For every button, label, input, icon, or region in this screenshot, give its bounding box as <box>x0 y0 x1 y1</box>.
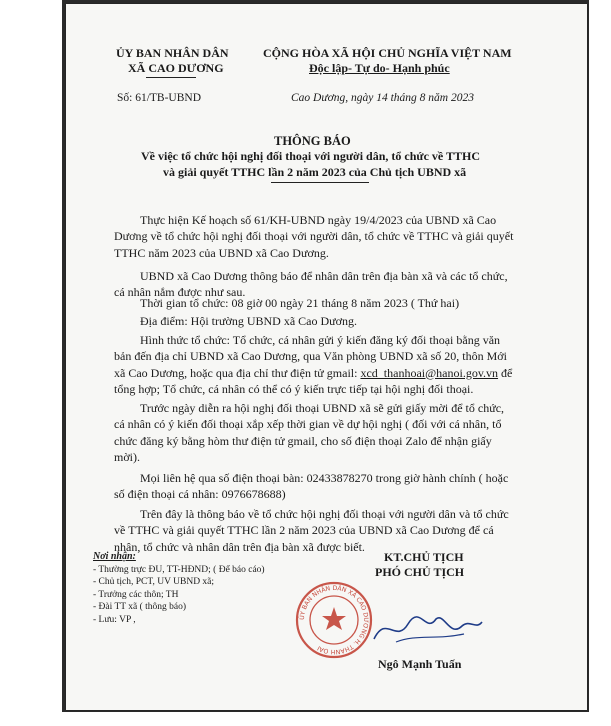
org-underline <box>146 77 196 78</box>
text-fragment: xã Cao Dương, hoặc qua địa chỉ thư điện tử gmail: <box>114 365 361 380</box>
official-seal-icon <box>294 580 374 660</box>
email-link[interactable]: xcd_thanhoai@hanoi.gov.vn <box>360 365 499 380</box>
text-line: chức đăng ký bằng hòm thư điện tử gmail, cho số điện thoại Zalo để nhận giấy <box>114 433 492 448</box>
signer-name: Ngô Mạnh Tuấn <box>378 657 462 671</box>
text-line: TTHC năm 2023 của UBND xã Cao Dương. <box>114 245 329 260</box>
text-line: bản đến địa chỉ UBND xã Cao Dương, qua Văn phòng UBND xã số 20, thôn Mới <box>114 349 507 364</box>
text-line: UBND xã Cao Dương thông báo để nhân dân trên địa bàn xã và các tổ chức, <box>140 269 508 283</box>
doc-subject-line1: Về việc tổ chức hội nghị đối thoại với người dân, tổ chức về TTHC <box>141 149 481 163</box>
paragraph-plan <box>114 212 566 261</box>
recipient-item: - Trưởng các thôn; TH <box>93 589 179 600</box>
text-line: nhân, tổ chức và nhân dân trên địa bàn xã được biết. <box>114 539 365 554</box>
recipient-item: - Đài TT xã ( thông báo) <box>93 602 187 613</box>
signature-title2: PHÓ CHỦ TỊCH <box>375 565 465 579</box>
handwritten-signature-icon <box>366 604 486 654</box>
text-line: tổng hợp; Tổ chức, cá nhân có thể có ý kiến trực tiếp tại hội nghị đối thoại. <box>114 381 474 396</box>
text-line: Dương về tổ chức hội nghị đối thoại với người dân, tổ chức về TTHC và giải quyết <box>114 229 514 244</box>
text-line: về TTHC và giải quyết TTHC lần 2 năm 2023 của UBND xã Cao Dương để cá <box>114 523 494 538</box>
paragraph-format <box>114 332 566 397</box>
right-margin <box>589 0 611 726</box>
recipient-item: - Chủ tịch, PCT, UV UBND xã; <box>93 577 215 588</box>
doc-title: THÔNG BÁO <box>274 134 351 148</box>
nation-motto: Độc lập- Tự do- Hạnh phúc <box>309 61 450 75</box>
text-line: số điện thoại cá nhân: 0976678688) <box>114 487 286 502</box>
doc-subject-line2: và giải quyết TTHC lần 2 năm 2023 của Chủ tịch UBND xã <box>163 165 467 179</box>
nation-line1: CỘNG HÒA XÃ HỘI CHỦ NGHĨA VIỆT NAM <box>263 46 512 60</box>
bottom-margin <box>0 712 611 726</box>
text-line: mời). <box>114 449 141 464</box>
signature-title1: KT.CHỦ TỊCH <box>384 550 464 564</box>
text-line: Mọi liên hệ qua số điện thoại bàn: 02433878270 trong giờ hành chính ( hoặc <box>140 471 509 485</box>
text-line: cá nhân có ý kiến đối thoại xắp xếp thời gian về dự hội nghị ( đối với cá nhân, tổ <box>114 417 502 432</box>
left-margin <box>0 0 62 726</box>
text-line: Hình thức tổ chức: Tổ chức, cá nhân gửi ý kiến đăng ký đối thoại bằng văn <box>140 333 501 347</box>
text-line: Thực hiện Kế hoạch số 61/KH-UBND ngày 19/4/2023 của UBND xã Cao <box>140 213 497 227</box>
text-line: cá nhân nắm được như sau. <box>114 285 246 300</box>
paragraph-contact <box>114 470 566 503</box>
recipients-heading: Nơi nhận: <box>93 551 136 562</box>
paragraph-closing <box>114 506 566 555</box>
text-line: Trước ngày diễn ra hội nghị đối thoại UBND xã sẽ gửi giấy mời để tổ chức, <box>140 401 505 415</box>
svg-text:ỦY BAN NHÂN DÂN XÃ CAO DƯƠNG H: ỦY BAN NHÂN DÂN XÃ CAO DƯƠNG H. THANH OAI <box>298 584 370 656</box>
paragraph-invitation <box>114 400 566 465</box>
text-fragment: để <box>498 365 513 380</box>
paragraph-location: Địa điểm: Hội trường UBND xã Cao Dương. <box>140 314 358 328</box>
paragraph-time: Thời gian tổ chức: 08 giờ 00 ngày 21 tháng 8 năm 2023 ( Thứ hai) <box>140 296 460 310</box>
recipient-item: - Lưu: VP , <box>93 614 136 625</box>
document-page <box>66 4 587 710</box>
recipient-item: - Thường trực ĐU, TT-HĐND; ( Để báo cáo) <box>93 564 265 575</box>
org-name-line2: XÃ CAO DƯƠNG <box>128 61 224 75</box>
doc-number: Số: 61/TB-UBND <box>117 92 202 104</box>
title-underline <box>271 182 369 183</box>
org-name-line1: ỦY BAN NHÂN DÂN <box>116 46 229 60</box>
place-date: Cao Dương, ngày 14 tháng 8 năm 2023 <box>291 92 474 104</box>
recipients-block <box>93 551 265 627</box>
text-line <box>114 365 566 381</box>
text-line: Trên đây là thông báo về tổ chức hội nghị đối thoại với người dân và tổ chức <box>140 507 509 521</box>
